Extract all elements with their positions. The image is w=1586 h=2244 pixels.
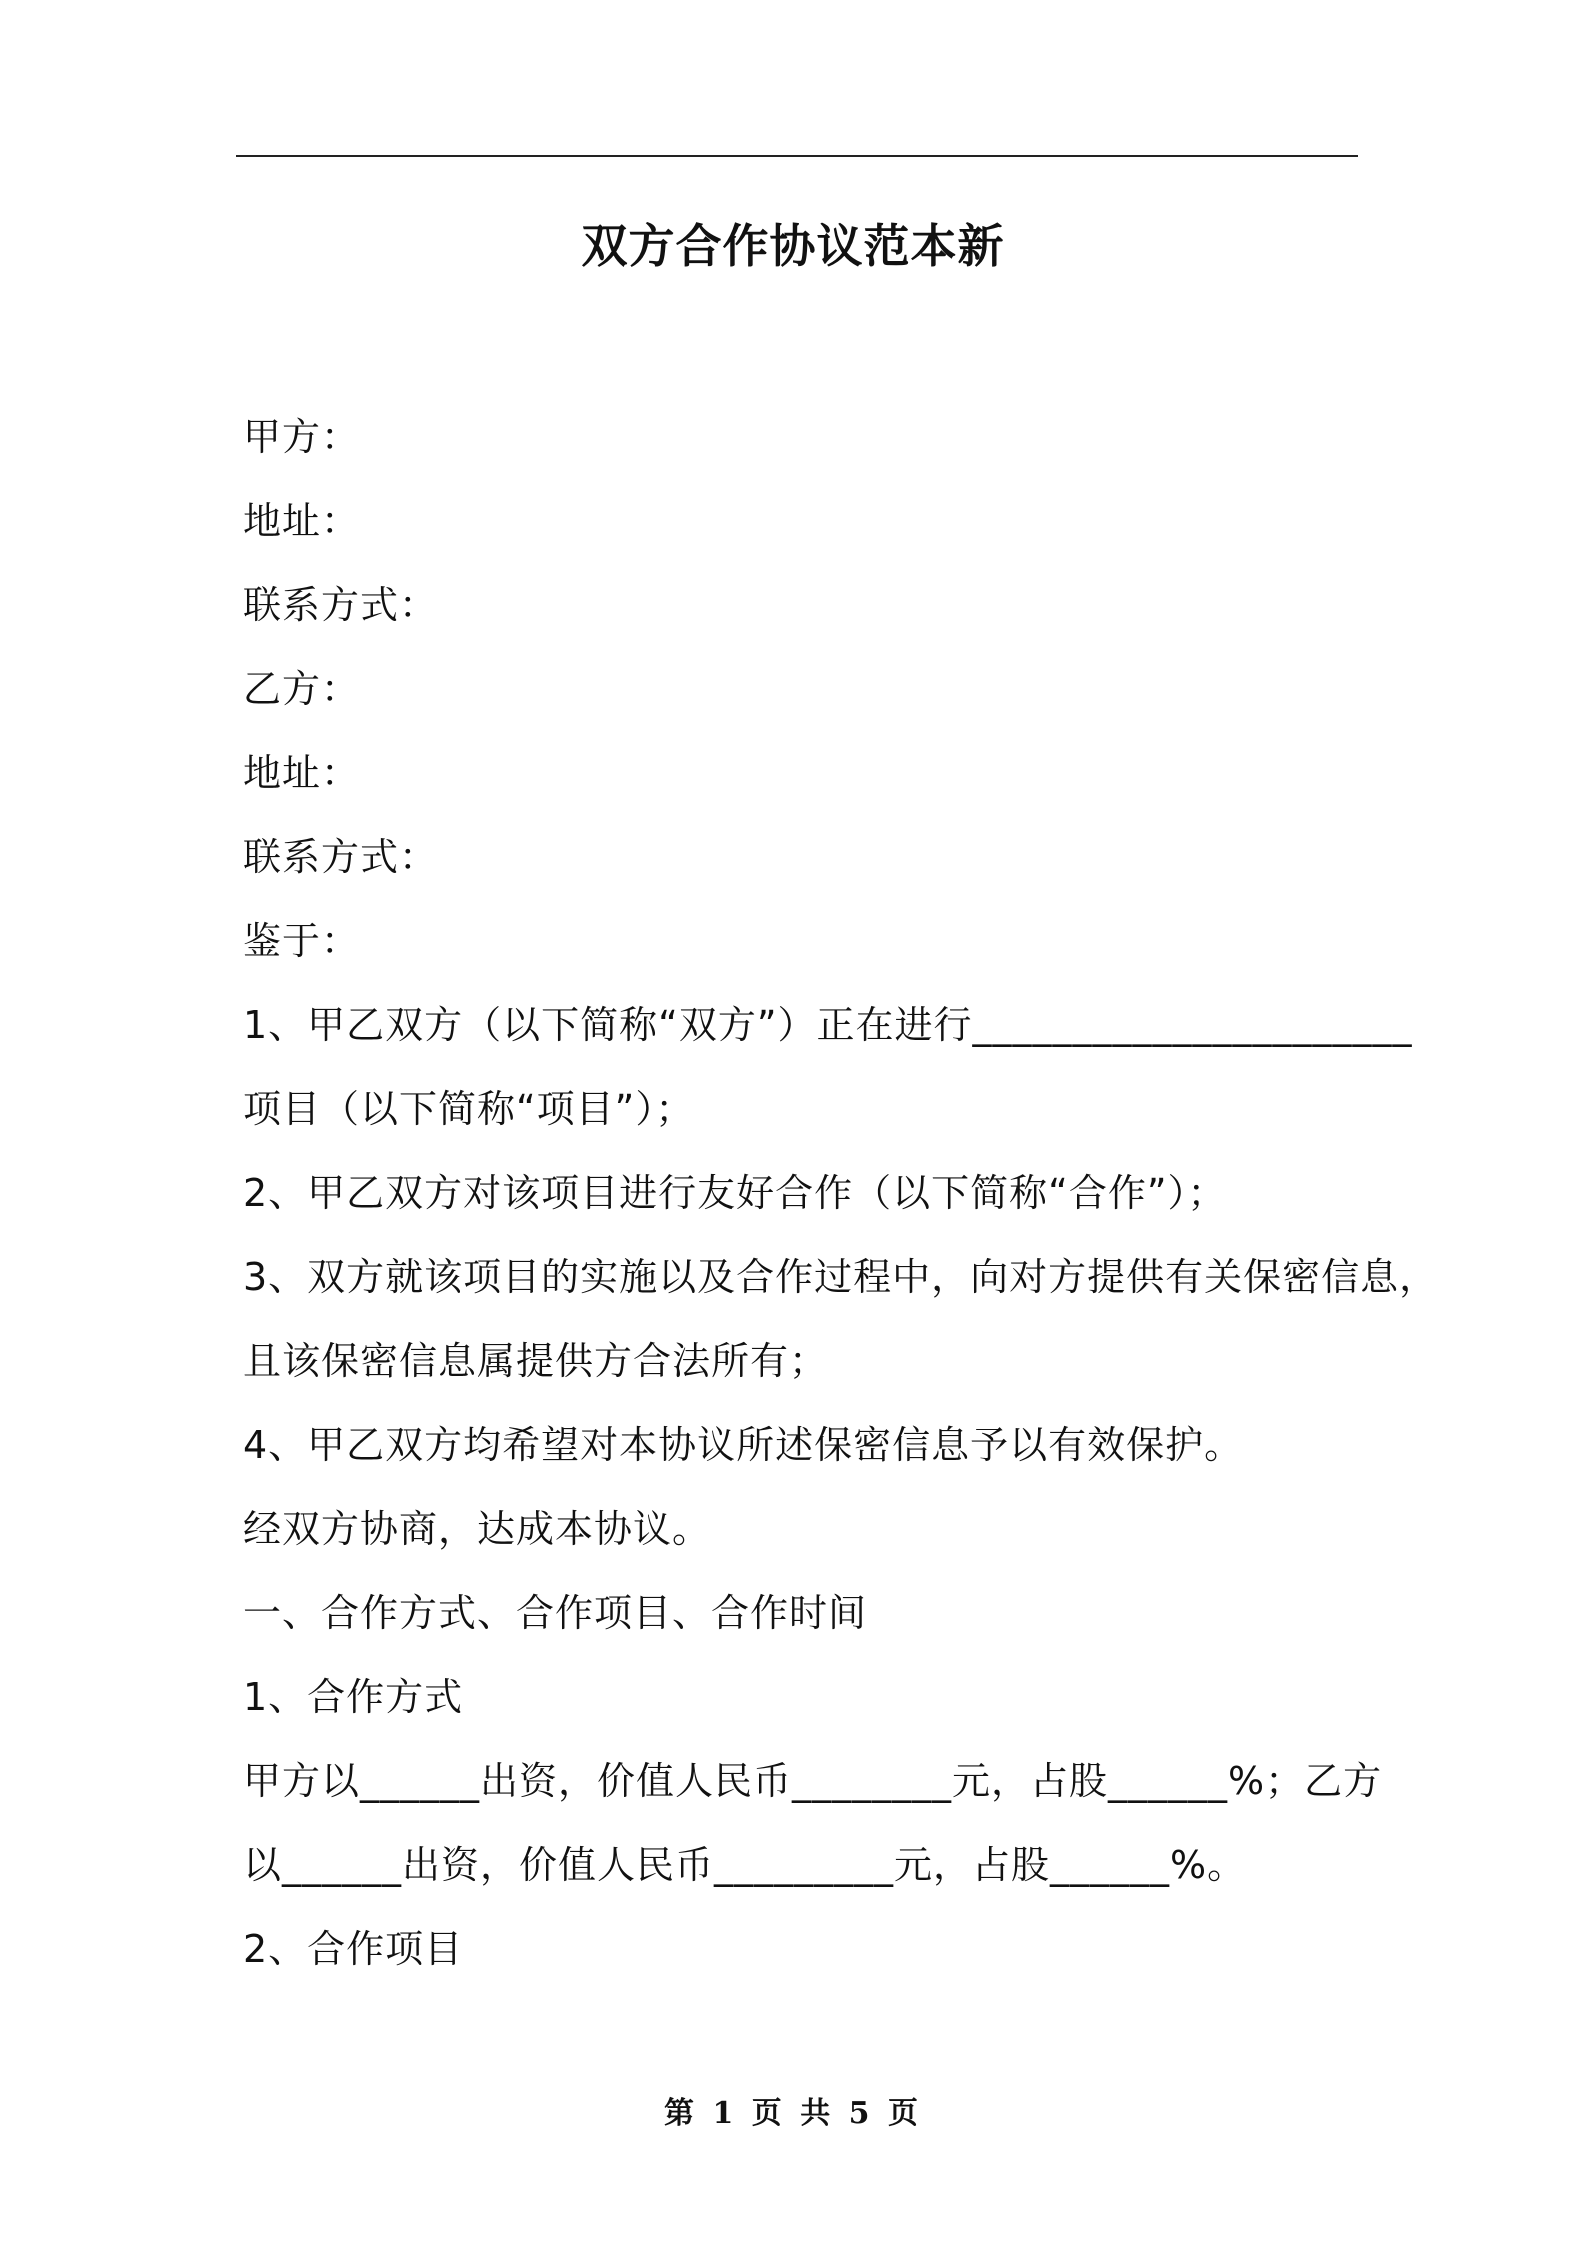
page-number: 第 1 页 共 5 页 (664, 2096, 922, 2131)
document-body (243, 405, 1439, 2001)
investment-terms: 甲方以______出资，价值人民币________元，占股______%；乙方 (243, 1759, 1383, 1803)
party-a-contact-label: 联系方式： (243, 583, 439, 627)
subsection-2-heading: 2、合作项目 (243, 1927, 464, 1971)
party-b-address-label: 地址： (243, 751, 361, 795)
whereas-clause-3: 3、双方就该项目的实施以及合作过程中，向对方提供有关保密信息， (243, 1255, 1439, 1299)
whereas-clause-4: 4、甲乙双方均希望对本协议所述保密信息予以有效保护。 (243, 1423, 1244, 1467)
whereas-clause-2: 2、甲乙双方对该项目进行友好合作（以下简称“合作”）； (243, 1171, 1227, 1215)
whereas-clause-1-cont: 项目（以下简称“项目”）； (243, 1087, 695, 1131)
party-a-label: 甲方： (243, 415, 361, 459)
party-b-label: 乙方： (243, 667, 361, 711)
party-a-address-label: 地址： (243, 499, 361, 543)
party-b-contact-label: 联系方式： (243, 835, 439, 879)
header-divider (236, 155, 1358, 157)
whereas-heading: 鉴于： (243, 919, 361, 963)
document-title: 双方合作协议范本新 (581, 219, 1005, 273)
whereas-clause-1: 1、甲乙双方（以下简称“双方”）正在进行______________________ (243, 1003, 1413, 1047)
investment-terms-cont: 以______出资，价值人民币_________元，占股______%。 (243, 1843, 1247, 1887)
agreement-statement: 经双方协商，达成本协议。 (243, 1507, 712, 1551)
subsection-1-heading: 1、合作方式 (243, 1675, 464, 1719)
whereas-clause-3-cont: 且该保密信息属提供方合法所有； (243, 1339, 829, 1383)
section-1-heading: 一、合作方式、合作项目、合作时间 (243, 1591, 868, 1635)
